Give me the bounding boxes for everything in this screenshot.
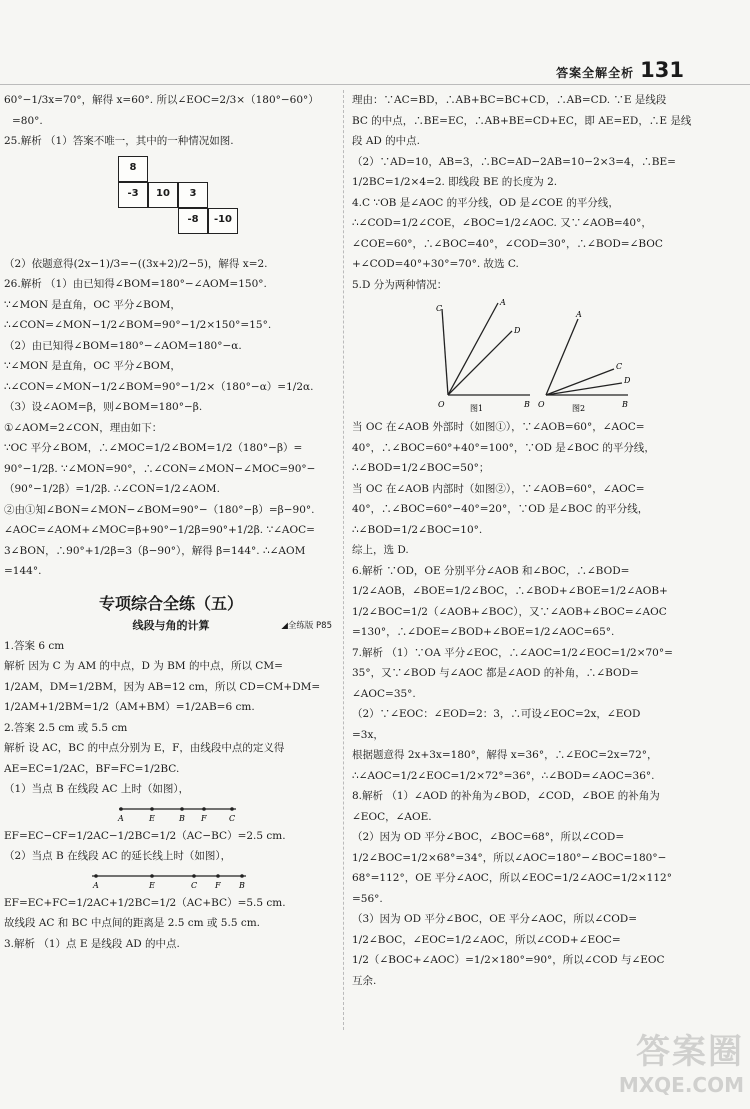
page-number: 131 (640, 58, 684, 82)
section-subtitle (4, 616, 338, 636)
fig1-label: C (229, 813, 236, 823)
text-line: EF=EC−CF=1/2AC−1/2BC=1/2（AC−BC）=2.5 cm. (4, 829, 286, 842)
text-line: 解析 因为 C 为 AM 的中点，D 为 BM 的中点，所以 CM= (4, 660, 283, 672)
text-line: 理由：∵AC=BD，∴AB+BC=BC+CD，∴AB=CD. ∵E 是线段 (352, 94, 667, 106)
text-line: 综上，选 D. (352, 544, 409, 556)
text-line: （2）因为 OD 平分∠BOC，∠BOC=68°，所以∠COD= (352, 831, 625, 843)
text-line: 解析 设 AC，BC 的中点分别为 E，F，由线段中点的定义得 (4, 742, 285, 754)
fig-a-label: B (524, 400, 530, 409)
text-line: ∵OC 平分∠BOM，∴∠MOC=1/2∠BOM=1/2（180°−β）= (4, 442, 303, 454)
text-line: （90°−1/2β）=1/2β. ∴∠CON=1/2∠AOM. (4, 483, 220, 495)
section-subtitle-text: 线段与角的计算 (132, 618, 210, 632)
text-line: 4.C ∵OB 是∠AOC 的平分线，OD 是∠COE 的平分线， (352, 196, 619, 209)
text-line: 1/2BC=1/2×4=2. 即线段 BE 的长度为 2. (352, 176, 558, 188)
text-line: （1）当点 B 在线段 AC 上时（如图）， (4, 783, 190, 795)
text-line: AE=EC=1/2AC，BF=FC=1/2BC. (4, 762, 180, 775)
grid-cell: -3 (118, 182, 148, 208)
header-title: 答案全解全析 (556, 66, 635, 80)
text-line: ∴∠CON=∠MON−1/2∠BOM=90°−1/2×150°=15°. (4, 319, 272, 331)
text-line: 当 OC 在∠AOB 外部时（如图①），∵∠AOB=60°，∠AOC= (352, 421, 645, 433)
text-line: （2）由已知得∠BOM=180°−∠AOM=180°−α. (4, 339, 242, 352)
text-line: 2.答案 2.5 cm 或 5.5 cm (4, 721, 128, 734)
text-line: BC 的中点，∴BE=EC，∴AB+BE=CD+EC，即 AE=ED，∴E 是线 (352, 114, 692, 127)
text-line: 1/2（∠BOC+∠AOC）=1/2×180°=90°，所以∠COD 与∠EOC (352, 954, 665, 966)
text-line: 1.答案 6 cm (4, 639, 65, 652)
text-line: ∠COE=60°，∴∠BOC=40°，∠COD=30°，∴∠BOD=∠BOC (352, 237, 663, 250)
text-line: 故线段 AC 和 BC 中点间的距离是 2.5 cm 或 5.5 cm. (4, 917, 261, 929)
number-grid-figure (4, 154, 338, 250)
text-line: （2）∵∠EOC：∠EOD=2：3，∴可设∠EOC=2x，∠EOD (352, 708, 641, 720)
text-line: 60°−1/3x=70°，解得 x=60°. 所以∠EOC=2/3×（180°−60°） (4, 94, 319, 106)
text-line: 3∠BON，∴90°+1/2β=3（β−90°），解得 β=144°. ∴∠AOM (4, 544, 306, 557)
section-page-ref: ◢全练版 P85 (281, 620, 332, 631)
grid-cell: -10 (208, 208, 238, 234)
text-line: 90°−1/2β. ∵∠MON=90°，∴∠CON=∠MON−∠MOC=90°− (4, 462, 316, 475)
section-lines-b (4, 893, 338, 955)
text-line: 1/2AM+1/2BM=1/2（AM+BM）=1/2AB=6 cm. (4, 701, 255, 713)
text-line: =144°. (4, 565, 42, 577)
fig-a-caption: 图1 (470, 404, 484, 413)
fig-b-label: B (622, 400, 628, 409)
text-line: （3）设∠AOM=β，则∠BOM=180°−β. (4, 401, 203, 413)
text-line: （2）当点 B 在线段 AC 的延长线上时（如图）， (4, 850, 232, 862)
fig-b-label: O (538, 400, 545, 409)
text-line: 3.解析 （1）点 E 是线段 AD 的中点. (4, 937, 180, 950)
fig1-label: B (179, 813, 185, 823)
section-lines-a (4, 636, 338, 800)
grid-cell: -8 (178, 208, 208, 234)
watermark (619, 1024, 744, 1097)
text-line: （3）因为 OD 平分∠BOC，OE 平分∠AOC，所以∠COD= (352, 913, 638, 925)
text-line: 26.解析 （1）由已知得∠BOM=180°−∠AOM=150°. (4, 278, 267, 290)
fig-b-label: D (624, 376, 631, 385)
fig-a-label: O (438, 400, 445, 409)
text-line: EF=EC+FC=1/2AC+1/2BC=1/2（AC+BC）=5.5 cm. (4, 896, 286, 909)
text-line: ∴∠BOD=1/2∠BOC=10°. (352, 523, 483, 536)
text-line: ∴∠BOD=1/2∠BOC=50°； (352, 462, 490, 474)
text-line: ∵∠MON 是直角，OC 平分∠BOM， (4, 298, 181, 311)
text-line: =80°. (12, 114, 43, 127)
text-line: 7.解析 （1）∵OA 平分∠EOC，∴∠AOC=1/2∠EOC=1/2×70°= (352, 646, 673, 659)
text-line: 1/2∠BOC=1/2（∠AOB+∠BOC），又∵∠AOB+∠BOC=∠AOC (352, 605, 667, 618)
text-line: =3x， (352, 728, 384, 741)
right-lines-a (352, 90, 700, 295)
text-line: 5.D 分为两种情况： (352, 278, 448, 291)
text-line: ∴∠AOC=1/2∠EOC=1/2×72°=36°，∴∠BOD=∠AOC=36°. (352, 769, 655, 782)
text-line: 40°，∴∠BOC=60°+40°=100°，∵OD 是∠BOC 的平分线， (352, 441, 655, 454)
fig-b-label: C (616, 362, 623, 371)
right-lines-b (352, 417, 700, 991)
segment-figure-1 (4, 802, 334, 824)
text-line: 当 OC 在∠AOB 内部时（如图②），∵∠AOB=60°，∠AOC= (352, 482, 645, 495)
question-25-26-lines (4, 254, 338, 582)
right-column (352, 90, 700, 991)
text-line: （2）∵AD=10，AB=3，∴BC=AD−2AB=10−2×3=4，∴BE= (352, 155, 676, 168)
text-line: ∠EOC，∠AOE. (352, 810, 432, 823)
text-line: ②由①知∠BON=∠MON−∠BOM=90°−（180°−β）=β−90°. (4, 503, 315, 516)
fig1-label: E (149, 813, 155, 823)
text-line: ∵∠MON 是直角，OC 平分∠BOM， (4, 360, 181, 372)
text-line: =130°，∴∠DOE=∠BOD+∠BOE=1/2∠AOC=65°. (352, 626, 615, 638)
left-column (0, 90, 338, 954)
header-rule (0, 84, 750, 85)
text-line: ∠AOC=∠AOM+∠MOC=β+90°−1/2β=90°+1/2β. ∵∠AOC= (4, 524, 315, 536)
text-line: 段 AD 的中点. (352, 135, 421, 147)
grid-cell: 10 (148, 182, 178, 208)
fig2-label: E (149, 880, 155, 890)
text-line: 1/2∠BOC，∠EOC=1/2∠AOC，所以∠COD+∠EOC= (352, 933, 621, 946)
fig-a-label: D (514, 326, 521, 335)
fig1-label: F (201, 813, 207, 823)
column-divider (343, 90, 344, 1030)
fig2-label: A (93, 880, 99, 890)
text-line: 1/2∠BOC=1/2×68°=34°，所以∠AOC=180°−∠BOC=180°− (352, 851, 667, 864)
text-line: （2）依题意得(2x−1)/3=−((3x+2)/2−5)，解得 x=2. (4, 257, 268, 270)
text-line: 40°，∴∠BOC=60°−40°=20°，∵OD 是∠BOC 的平分线， (352, 503, 649, 515)
text-line: 68°=112°，OE 平分∠AOC，所以∠EOC=1/2∠AOC=1/2×112° (352, 872, 672, 884)
grid-cell: 3 (178, 182, 208, 208)
fig-b-caption: 图2 (572, 404, 586, 413)
text-line: ①∠AOM=2∠CON，理由如下： (4, 421, 163, 434)
text-line: 互余. (352, 974, 377, 987)
text-line: ∴∠CON=∠MON−1/2∠BOM=90°−1/2×（180°−α）=1/2α. (4, 380, 314, 393)
fig1-label: A (118, 813, 124, 823)
text-line: 1/2∠AOB，∠BOE=1/2∠BOC，∴∠BOD+∠BOE=1/2∠AOB+ (352, 585, 668, 597)
text-line: ∴∠COD=1/2∠COE，∠BOC=1/2∠AOC. 又∵∠AOB=40°， (352, 217, 652, 229)
question-25-intro: 25.解析 （1）答案不唯一，其中的一种情况如图. (4, 135, 234, 147)
text-line: 1/2AM，DM=1/2BM，因为 AB=12 cm，所以 CD=CM+DM= (4, 680, 321, 693)
text-line: ∠AOC=35°. (352, 687, 416, 700)
text-line: 6.解析 ∵OD，OE 分别平分∠AOB 和∠BOC，∴∠BOD= (352, 564, 630, 577)
watermark-url: MXQE.COM (618, 1073, 744, 1097)
fig-a-label: C (436, 304, 443, 313)
section-title: 专项综合全练（五） (98, 593, 243, 613)
segment-figure-2 (4, 869, 334, 891)
fig2-label: C (191, 880, 198, 890)
text-line: 8.解析 （1）∠AOD 的补角为∠BOD，∠COD，∠BOE 的补角为 (352, 790, 660, 802)
watermark-logo-text: 答案圈 (636, 1032, 744, 1072)
text-line: =56°. (352, 892, 383, 905)
fig-a-label: A (500, 298, 506, 307)
fig-b-label: A (576, 310, 582, 319)
text-line: +∠COD=40°+30°=70°. 故选 C. (352, 258, 519, 270)
page-header (556, 58, 684, 82)
fig2-label: B (239, 880, 245, 890)
left-top-lines (4, 90, 338, 131)
angle-figures (352, 297, 692, 415)
grid-cell: 8 (118, 156, 148, 182)
text-line: 35°，又∵∠BOD 与∠AOC 都是∠AOD 的补角，∴∠BOD= (352, 667, 639, 679)
text-line: 根据题意得 2x+3x=180°，解得 x=36°，∴∠EOC=2x=72°， (352, 749, 658, 761)
fig2-label: F (215, 880, 221, 890)
